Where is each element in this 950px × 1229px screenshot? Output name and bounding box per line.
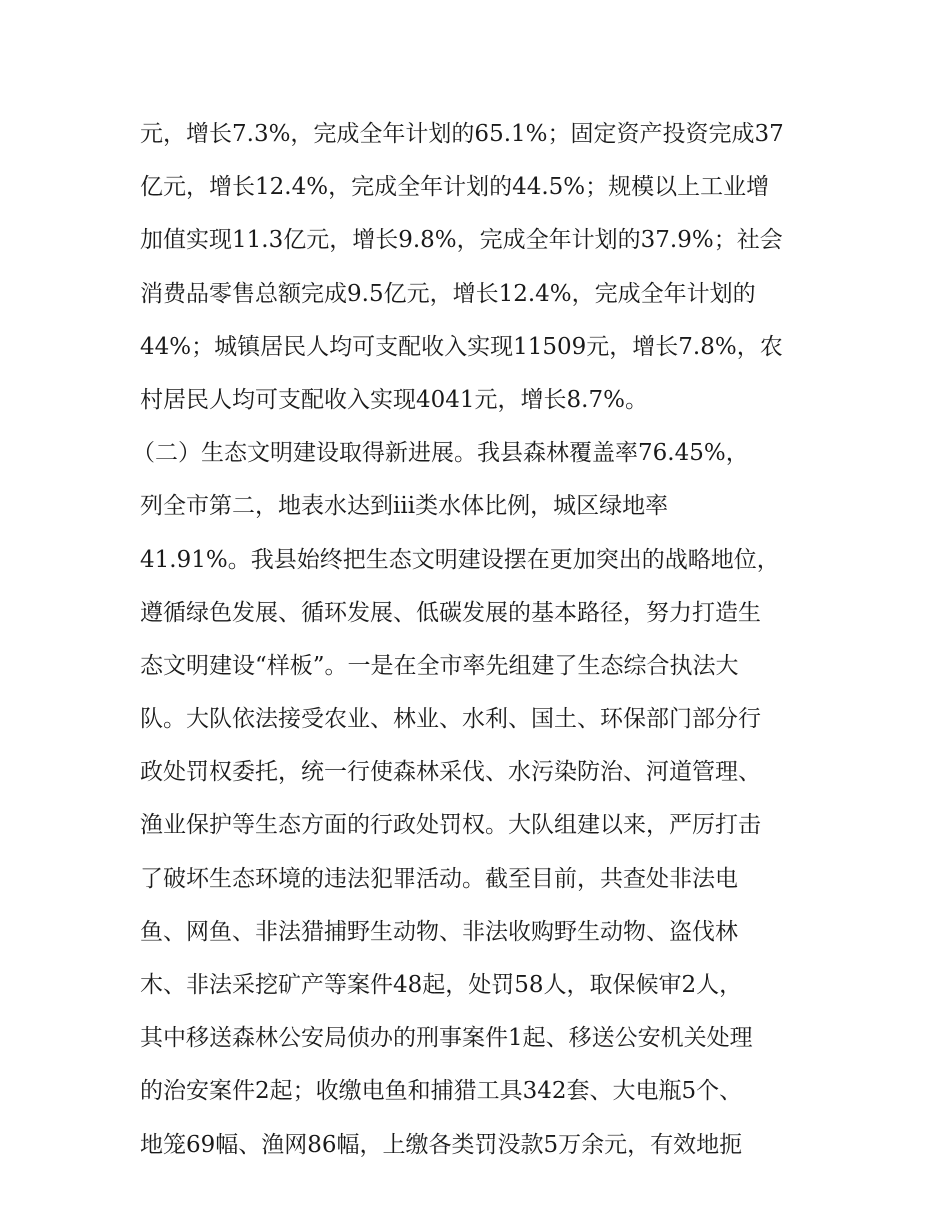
text-line: 鱼、网鱼、非法猎捕野生动物、非法收购野生动物、盗伐林 bbox=[140, 918, 738, 945]
text-line: 其中移送森林公安局侦办的刑事案件1起、移送公安机关处理 bbox=[140, 1025, 753, 1052]
text-line: 41.91%。我县始终把生态文明建设摆在更加突出的战略地位， bbox=[140, 546, 780, 573]
text-line: 木、非法采挖矿产等案件48起，处罚58人，取保候审2人， bbox=[140, 972, 743, 998]
text-line: 消费品零售总额完成9.5亿元，增长12.4%，完成全年计划的 bbox=[140, 280, 756, 307]
text-line: 村居民人均可支配收入实现4041元，增长8.7%。 bbox=[140, 386, 648, 413]
text-line: 政处罚权委托，统一行使森林采伐、水污染防治、河道管理、 bbox=[140, 759, 761, 786]
text-line: 遵循绿色发展、循环发展、低碳发展的基本路径，努力打造生 bbox=[140, 599, 761, 626]
text-line: 加值实现11.3亿元，增长9.8%，完成全年计划的37.9%；社会 bbox=[140, 227, 783, 254]
text-line: 亿元，增长12.4%，完成全年计划的44.5%；规模以上工业增 bbox=[140, 174, 770, 201]
text-line: 了破坏生态环境的违法犯罪活动。截至目前，共查处非法电 bbox=[140, 865, 738, 892]
text-line: 列全市第二，地表水达到iii类水体比例，城区绿地率 bbox=[140, 493, 669, 520]
text-line: 态文明建设“样板”。一是在全市率先组建了生态综合执法大 bbox=[140, 652, 739, 679]
text-line: 元，增长7.3%，完成全年计划的65.1%；固定资产投资完成37 bbox=[140, 121, 784, 147]
body-text bbox=[132, 108, 820, 1172]
text-line: 队。大队依法接受农业、林业、水利、国土、环保部门部分行 bbox=[140, 706, 761, 733]
text-line: 的治安案件2起；收缴电鱼和捕猎工具342套、大电瓶5个、 bbox=[140, 1078, 743, 1105]
section-heading-line: （二）生态文明建设取得新进展。我县森林覆盖率76.45%， bbox=[132, 440, 749, 467]
text-line: 地笼69幅、渔网86幅，上缴各类罚没款5万余元，有效地扼 bbox=[140, 1131, 743, 1158]
text-line: 44%；城镇居民人均可支配收入实现11509元，增长7.8%，农 bbox=[140, 333, 783, 360]
text-line: 渔业保护等生态方面的行政处罚权。大队组建以来，严厉打击 bbox=[140, 812, 761, 839]
